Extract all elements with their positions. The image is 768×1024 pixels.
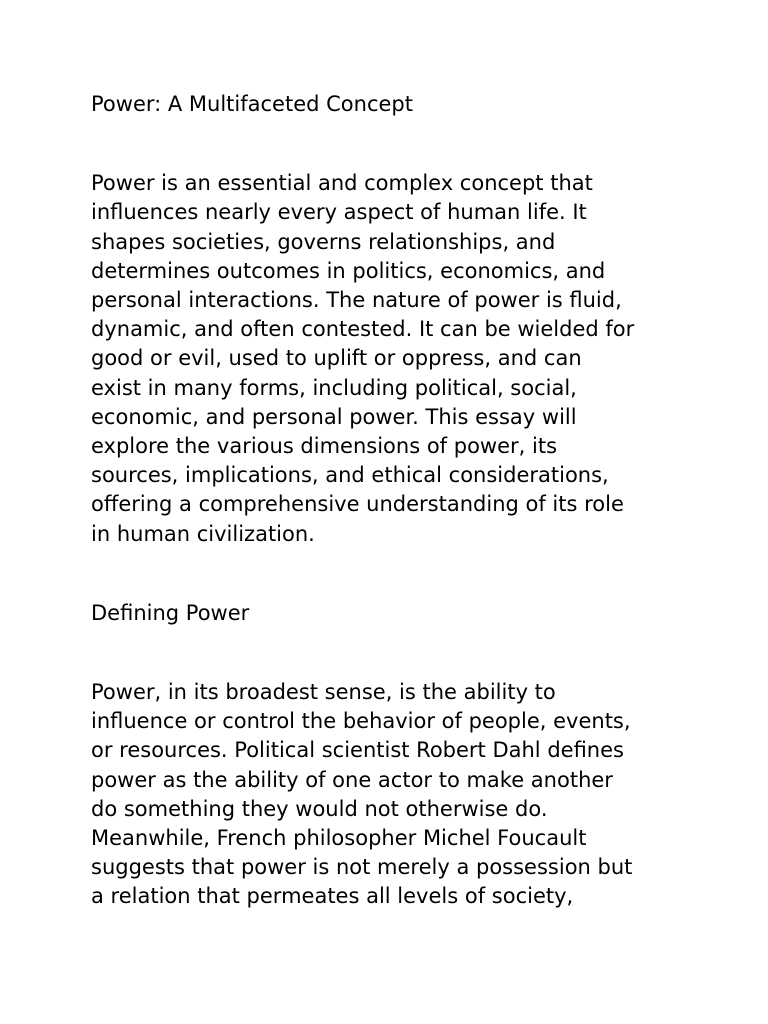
intro-line: Power is an essential and complex concept that [91,171,593,196]
section-line: influence or control the behavior of people, events, [91,709,631,734]
intro-line: dynamic, and often contested. It can be wielded for [91,317,635,342]
intro-line: exist in many forms, including political, social, [91,375,577,400]
intro-line: determines outcomes in politics, economics, and [91,258,606,283]
intro-line: economic, and personal power. This essay will [91,404,577,429]
section-line: do something they would not otherwise do. [91,796,548,821]
section-line: a relation that permeates all levels of society, [91,884,574,909]
section-paragraph [91,678,691,912]
section-heading: Defining Power [91,600,250,625]
intro-line: offering a comprehensive understanding of its role [91,492,624,517]
section-line: or resources. Political scientist Robert Dahl defines [91,738,624,763]
section-line: Power, in its broadest sense, is the ability to [91,680,556,705]
intro-line: sources, implications, and ethical considerations, [91,463,609,488]
document-page [91,90,691,912]
section-line: Meanwhile, French philosopher Michel Foucault [91,826,587,851]
section-line: suggests that power is not merely a possession but [91,855,633,880]
intro-line: in human civilization. [91,521,315,546]
intro-line: personal interactions. The nature of power is fluid, [91,288,622,313]
intro-line: shapes societies, governs relationships, and [91,229,556,254]
document-title: Power: A Multifaceted Concept [91,92,413,116]
section-line: power as the ability of one actor to make another [91,767,613,792]
intro-line: influences nearly every aspect of human life. It [91,200,587,225]
intro-line: good or evil, used to uplift or oppress, and can [91,346,582,371]
intro-line: explore the various dimensions of power, its [91,434,558,459]
intro-paragraph [91,169,691,549]
